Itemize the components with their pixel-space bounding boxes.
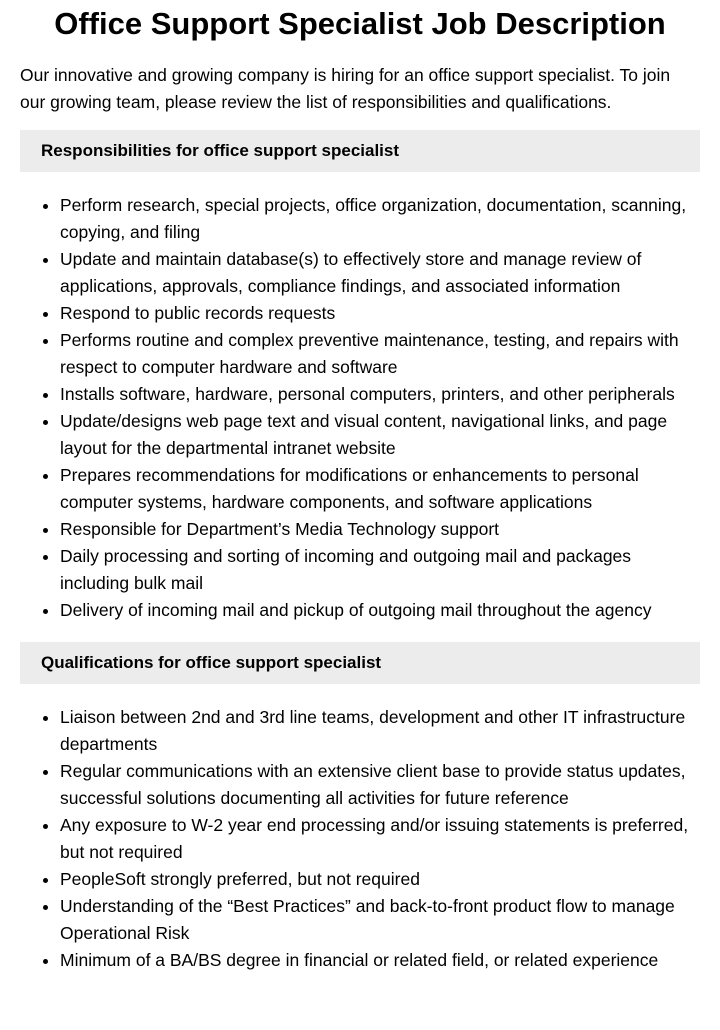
responsibilities-list	[20, 192, 700, 624]
list-item: • PeopleSoft strongly preferred, but not required	[60, 866, 700, 893]
intro-paragraph: Our innovative and growing company is hiring for an office support specialist. To join our growing team, please review the list of responsibilities and qualifications.	[20, 65, 671, 112]
page-title: Office Support Specialist Job Description	[54, 6, 666, 41]
list-item: • Performs routine and complex preventive maintenance, testing, and repairs with respect to computer hardware and software	[60, 327, 700, 381]
responsibilities-heading: Responsibilities for office support specialist	[20, 130, 700, 172]
list-item: • Any exposure to W-2 year end processing and/or issuing statements is preferred, but not required	[60, 812, 700, 866]
list-item: • Respond to public records requests	[60, 300, 700, 327]
list-item: • Delivery of incoming mail and pickup of outgoing mail throughout the agency	[60, 597, 700, 624]
list-item: • Regular communications with an extensive client base to provide status updates, successful solutions documenting all activities for future reference	[60, 758, 700, 812]
list-item: • Responsible for Department’s Media Technology support	[60, 516, 700, 543]
qualifications-heading: Qualifications for office support specialist	[20, 642, 700, 684]
list-item: • Update and maintain database(s) to effectively store and manage review of applications, approvals, compliance findings, and associated information	[60, 246, 700, 300]
list-item: • Minimum of a BA/BS degree in financial or related field, or related experience	[60, 947, 700, 974]
list-item: • Update/designs web page text and visual content, navigational links, and page layout for the departmental intranet website	[60, 408, 700, 462]
list-item: • Daily processing and sorting of incoming and outgoing mail and packages including bulk mail	[60, 543, 700, 597]
list-item: • Liaison between 2nd and 3rd line teams, development and other IT infrastructure departments	[60, 704, 700, 758]
list-item: • Perform research, special projects, office organization, documentation, scanning, copying, and filing	[60, 192, 700, 246]
list-item: • Prepares recommendations for modifications or enhancements to personal computer systems, hardware components, and software applications	[60, 462, 700, 516]
qualifications-list	[20, 704, 700, 974]
list-item: • Understanding of the “Best Practices” and back-to-front product flow to manage Operational Risk	[60, 893, 700, 947]
list-item: • Installs software, hardware, personal computers, printers, and other peripherals	[60, 381, 700, 408]
